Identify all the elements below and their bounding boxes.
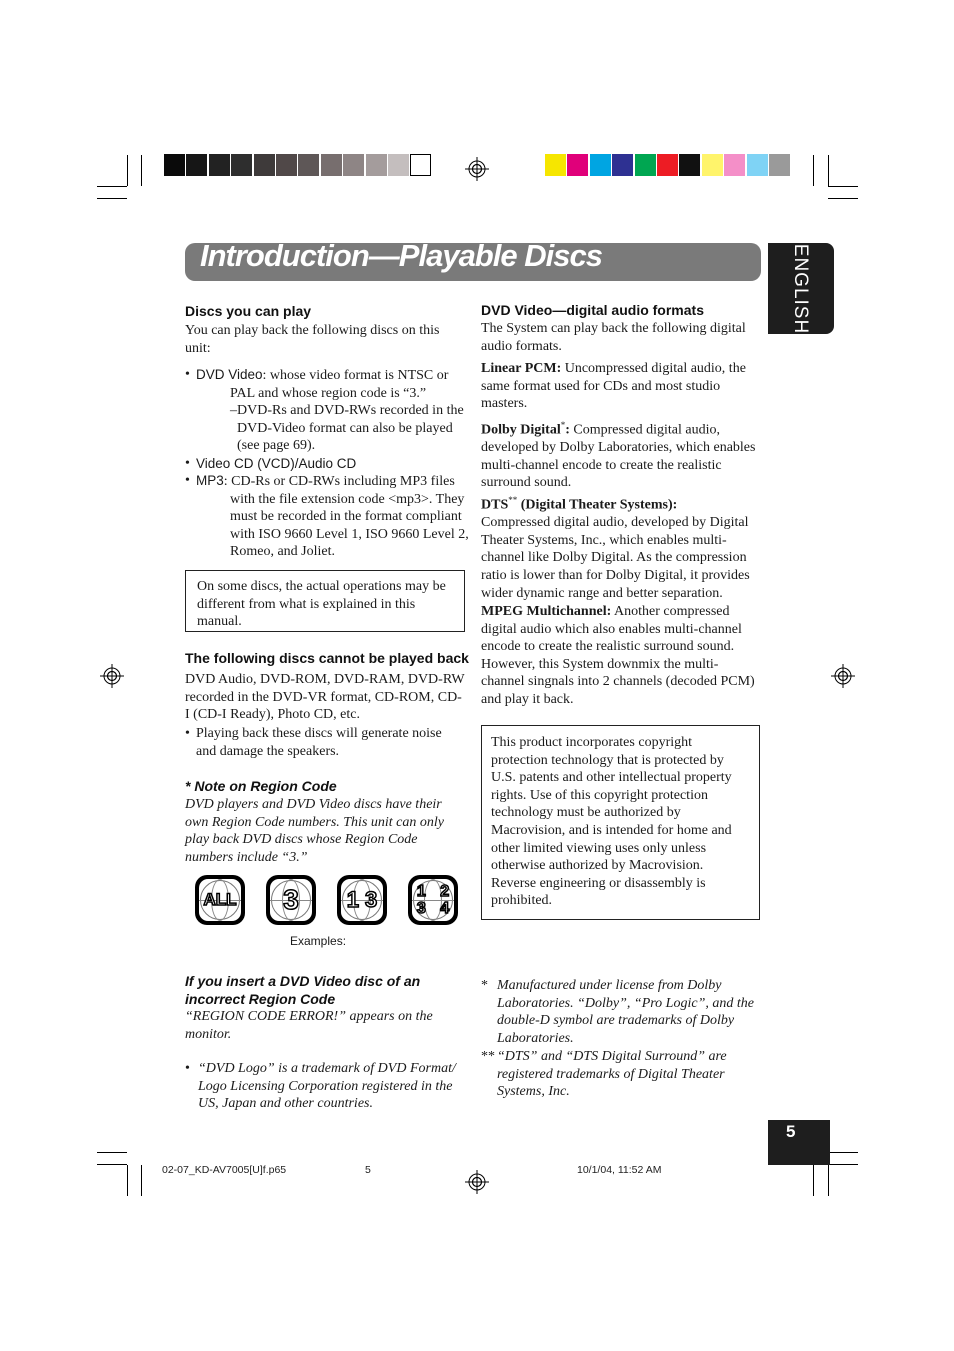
color-swatch xyxy=(657,154,678,176)
mp3-text: : CD-Rs or CD-RWs including MP3 files with the file extension code <mp3>. They must be recorded in the format compliant with ISO 9660 Level 1, ISO 9660 Level 2, Romeo, and Joliet. xyxy=(223,474,469,560)
mpeg-multichannel-paragraph xyxy=(481,603,761,709)
registration-mark-icon xyxy=(831,664,855,688)
footnote-dts: ** “DTS” and “DTS Digital Surround” are registered trademarks of Digital Theater Systems, Inc. xyxy=(481,1048,761,1101)
gray-swatch xyxy=(366,154,387,176)
linear-pcm-label: Linear PCM: xyxy=(481,361,562,376)
color-swatch xyxy=(769,154,790,176)
gray-swatch xyxy=(388,154,409,176)
dvd-video-text: : whose video format is NTSC or PAL and whose region code is “3.” xyxy=(230,368,449,401)
registration-mark-icon xyxy=(100,664,124,688)
dts-paragraph: DTS** (Digital Theater Systems): Compressed digital audio, developed by Digital Theater Systems, Inc., which enables multi-channel like Dolby Digital. As the compression ratio is lower than for Dolby Digital, it provides wider dynamic range and better separation. xyxy=(481,495,750,601)
color-swatch xyxy=(545,154,566,176)
discs-you-can-play-heading: Discs you can play xyxy=(185,303,312,319)
color-swatch xyxy=(702,154,723,176)
footnote-dts-text: “DTS” and “DTS Digital Surround” are registered trademarks of Digital Theater Systems, Inc. xyxy=(497,1049,727,1100)
dvd-video-sub-text: –DVD-Rs and DVD-RWs recorded in the DVD-Video format can also be played (see page 69). xyxy=(230,403,464,454)
region-1-3-icon: 1 3 xyxy=(337,875,387,925)
discs-intro-text: You can play back the following discs on this unit: xyxy=(185,323,440,356)
gray-swatch xyxy=(186,154,207,176)
list-item-dvd-video: • DVD Video: whose video format is NTSC or PAL and whose region code is “3.” –DVD-Rs and DVD-RWs recorded in the DVD-Video format can also be played (see page 69). xyxy=(185,366,470,455)
color-swatch xyxy=(590,154,611,176)
note-box-text: On some discs, the actual operations may be different from what is explained in this manual. xyxy=(197,579,446,630)
gray-swatch xyxy=(231,154,252,176)
linear-pcm-text: Uncompressed digital audio, the same format used for CDs and most studio masters. xyxy=(481,361,746,412)
cannot-play-text: DVD Audio, DVD-ROM, DVD-RAM, DVD-RW recorded in the DVD-VR format, CD-ROM, CD-I (CD-I Ready), Photo CD, etc. xyxy=(185,672,465,723)
gray-swatch xyxy=(209,154,230,176)
digital-audio-formats-heading: DVD Video—digital audio formats xyxy=(481,302,704,318)
incorrect-region-heading: If you insert a DVD Video disc of an incorrect Region Code xyxy=(185,973,421,1007)
footnote-dolby: * Manufactured under license from Dolby Laboratories. “Dolby”, “Pro Logic”, and the double-D symbol are trademarks of Dolby Laboratories. xyxy=(481,977,761,1047)
page-number-tab xyxy=(768,1120,830,1165)
registration-mark-icon xyxy=(465,1170,489,1194)
region-all-icon: ALL xyxy=(195,875,245,925)
dvd-logo-note: • “DVD Logo” is a trademark of DVD Format/ Logo Licensing Corporation registered in the US, Japan and other countries. xyxy=(185,1060,467,1113)
mp3-label: MP3 xyxy=(196,473,224,488)
vcd-label: Video CD (VCD)/Audio CD xyxy=(196,456,357,471)
color-swatch xyxy=(567,154,588,176)
gray-swatch xyxy=(321,154,342,176)
dts-label: DTS xyxy=(481,497,509,513)
dolby-digital-paragraph: Dolby Digital*: Compressed digital audio, developed by Dolby Laboratories, which enables multi-channel encode to create the realistic surround sound. xyxy=(481,420,756,491)
dvd-video-label: DVD Video xyxy=(196,367,263,382)
note-box xyxy=(185,570,465,632)
page-title: Introduction—Playable Discs xyxy=(200,238,602,273)
color-swatch xyxy=(724,154,745,176)
gray-swatch xyxy=(276,154,297,176)
gray-swatch xyxy=(254,154,275,176)
footer-filename: 02-07_KD-AV7005[U]f.p65 xyxy=(162,1164,287,1176)
dts-full-name: (Digital Theater Systems): xyxy=(517,497,678,513)
mpeg-label: MPEG Multichannel: xyxy=(481,604,612,619)
list-item-mp3: • MP3: CD-Rs or CD-RWs including MP3 files with the file extension code <mp3>. They must be recorded in the format compliant with ISO 9660 Level 1, ISO 9660 Level 2, Romeo, and Joliet. xyxy=(185,473,469,560)
dvd-logo-note-text: “DVD Logo” is a trademark of DVD Format/ Logo Licensing Corporation registered in the US, Japan and other countries. xyxy=(198,1061,456,1112)
incorrect-region-text: “REGION CODE ERROR!” appears on the monitor. xyxy=(185,1009,433,1042)
mpeg-text: Another compressed digital audio which also enables multi-channel encode to create the realistic surround sound. However, this System downmix the multi-channel singnals into 2 channels (decoded PCM) and play it back. xyxy=(481,604,755,707)
gray-swatch xyxy=(343,154,364,176)
color-swatch xyxy=(679,154,700,176)
color-swatch xyxy=(747,154,768,176)
gray-swatch xyxy=(298,154,319,176)
gray-swatch xyxy=(164,154,185,176)
footer-page: 5 xyxy=(365,1164,371,1176)
dts-text: Compressed digital audio, developed by Digital Theater Systems, Inc., which enables multi-channel like Dolby Digital. As the compression ratio is lower than for Dolby Digital, it provides wider dynamic range and better separation. xyxy=(481,515,750,601)
region-code-text: DVD players and DVD Video discs have their own Region Code numbers. This unit can only play back DVD discs whose Region Code numbers include “3.” xyxy=(185,797,444,865)
region-1-2-3-4-icon: 1 2 3 4 xyxy=(408,875,458,925)
gray-swatch xyxy=(410,154,431,176)
dolby-digital-label: Dolby Digital xyxy=(481,422,561,438)
copyright-box xyxy=(481,725,760,920)
registration-mark-icon xyxy=(465,157,489,181)
footer-timestamp: 10/1/04, 11:52 AM xyxy=(577,1164,662,1176)
color-swatch xyxy=(612,154,633,176)
cannot-play-heading: The following discs cannot be played back xyxy=(185,650,469,666)
footnote-dolby-text: Manufactured under license from Dolby Laboratories. “Dolby”, “Pro Logic”, and the double-D symbol are trademarks of Dolby Laboratories. xyxy=(497,978,754,1046)
formats-intro-text: The System can play back the following digital audio formats. xyxy=(481,321,746,354)
copyright-box-text: This product incorporates copyright protection technology that is protected by U.S. patents and other intellectual property rights. Use of this copyright protection technology must be authorized by Macrovision, and is intended for home and other limited viewing uses only unless otherwise authorized by Macrovision. Reverse engineering or disassembly is prohibited. xyxy=(491,735,732,909)
page-number: 5 xyxy=(786,1122,796,1141)
dolby-digital-text: Compressed digital audio, developed by Dolby Laboratories, which enables multi-channel encode to create the realistic surround sound. xyxy=(481,422,756,491)
linear-pcm-paragraph xyxy=(481,360,761,413)
language-tab-label: ENGLISH xyxy=(790,243,811,335)
cannot-play-bullet-text: Playing back these discs will generate noise and damage the speakers. xyxy=(196,726,442,759)
region-code-heading: * Note on Region Code xyxy=(185,778,337,794)
cannot-play-bullet: • Playing back these discs will generate noise and damage the speakers. xyxy=(185,725,465,760)
examples-caption: Examples: xyxy=(290,934,347,948)
color-swatch xyxy=(635,154,656,176)
region-3-icon: 3 xyxy=(266,875,316,925)
